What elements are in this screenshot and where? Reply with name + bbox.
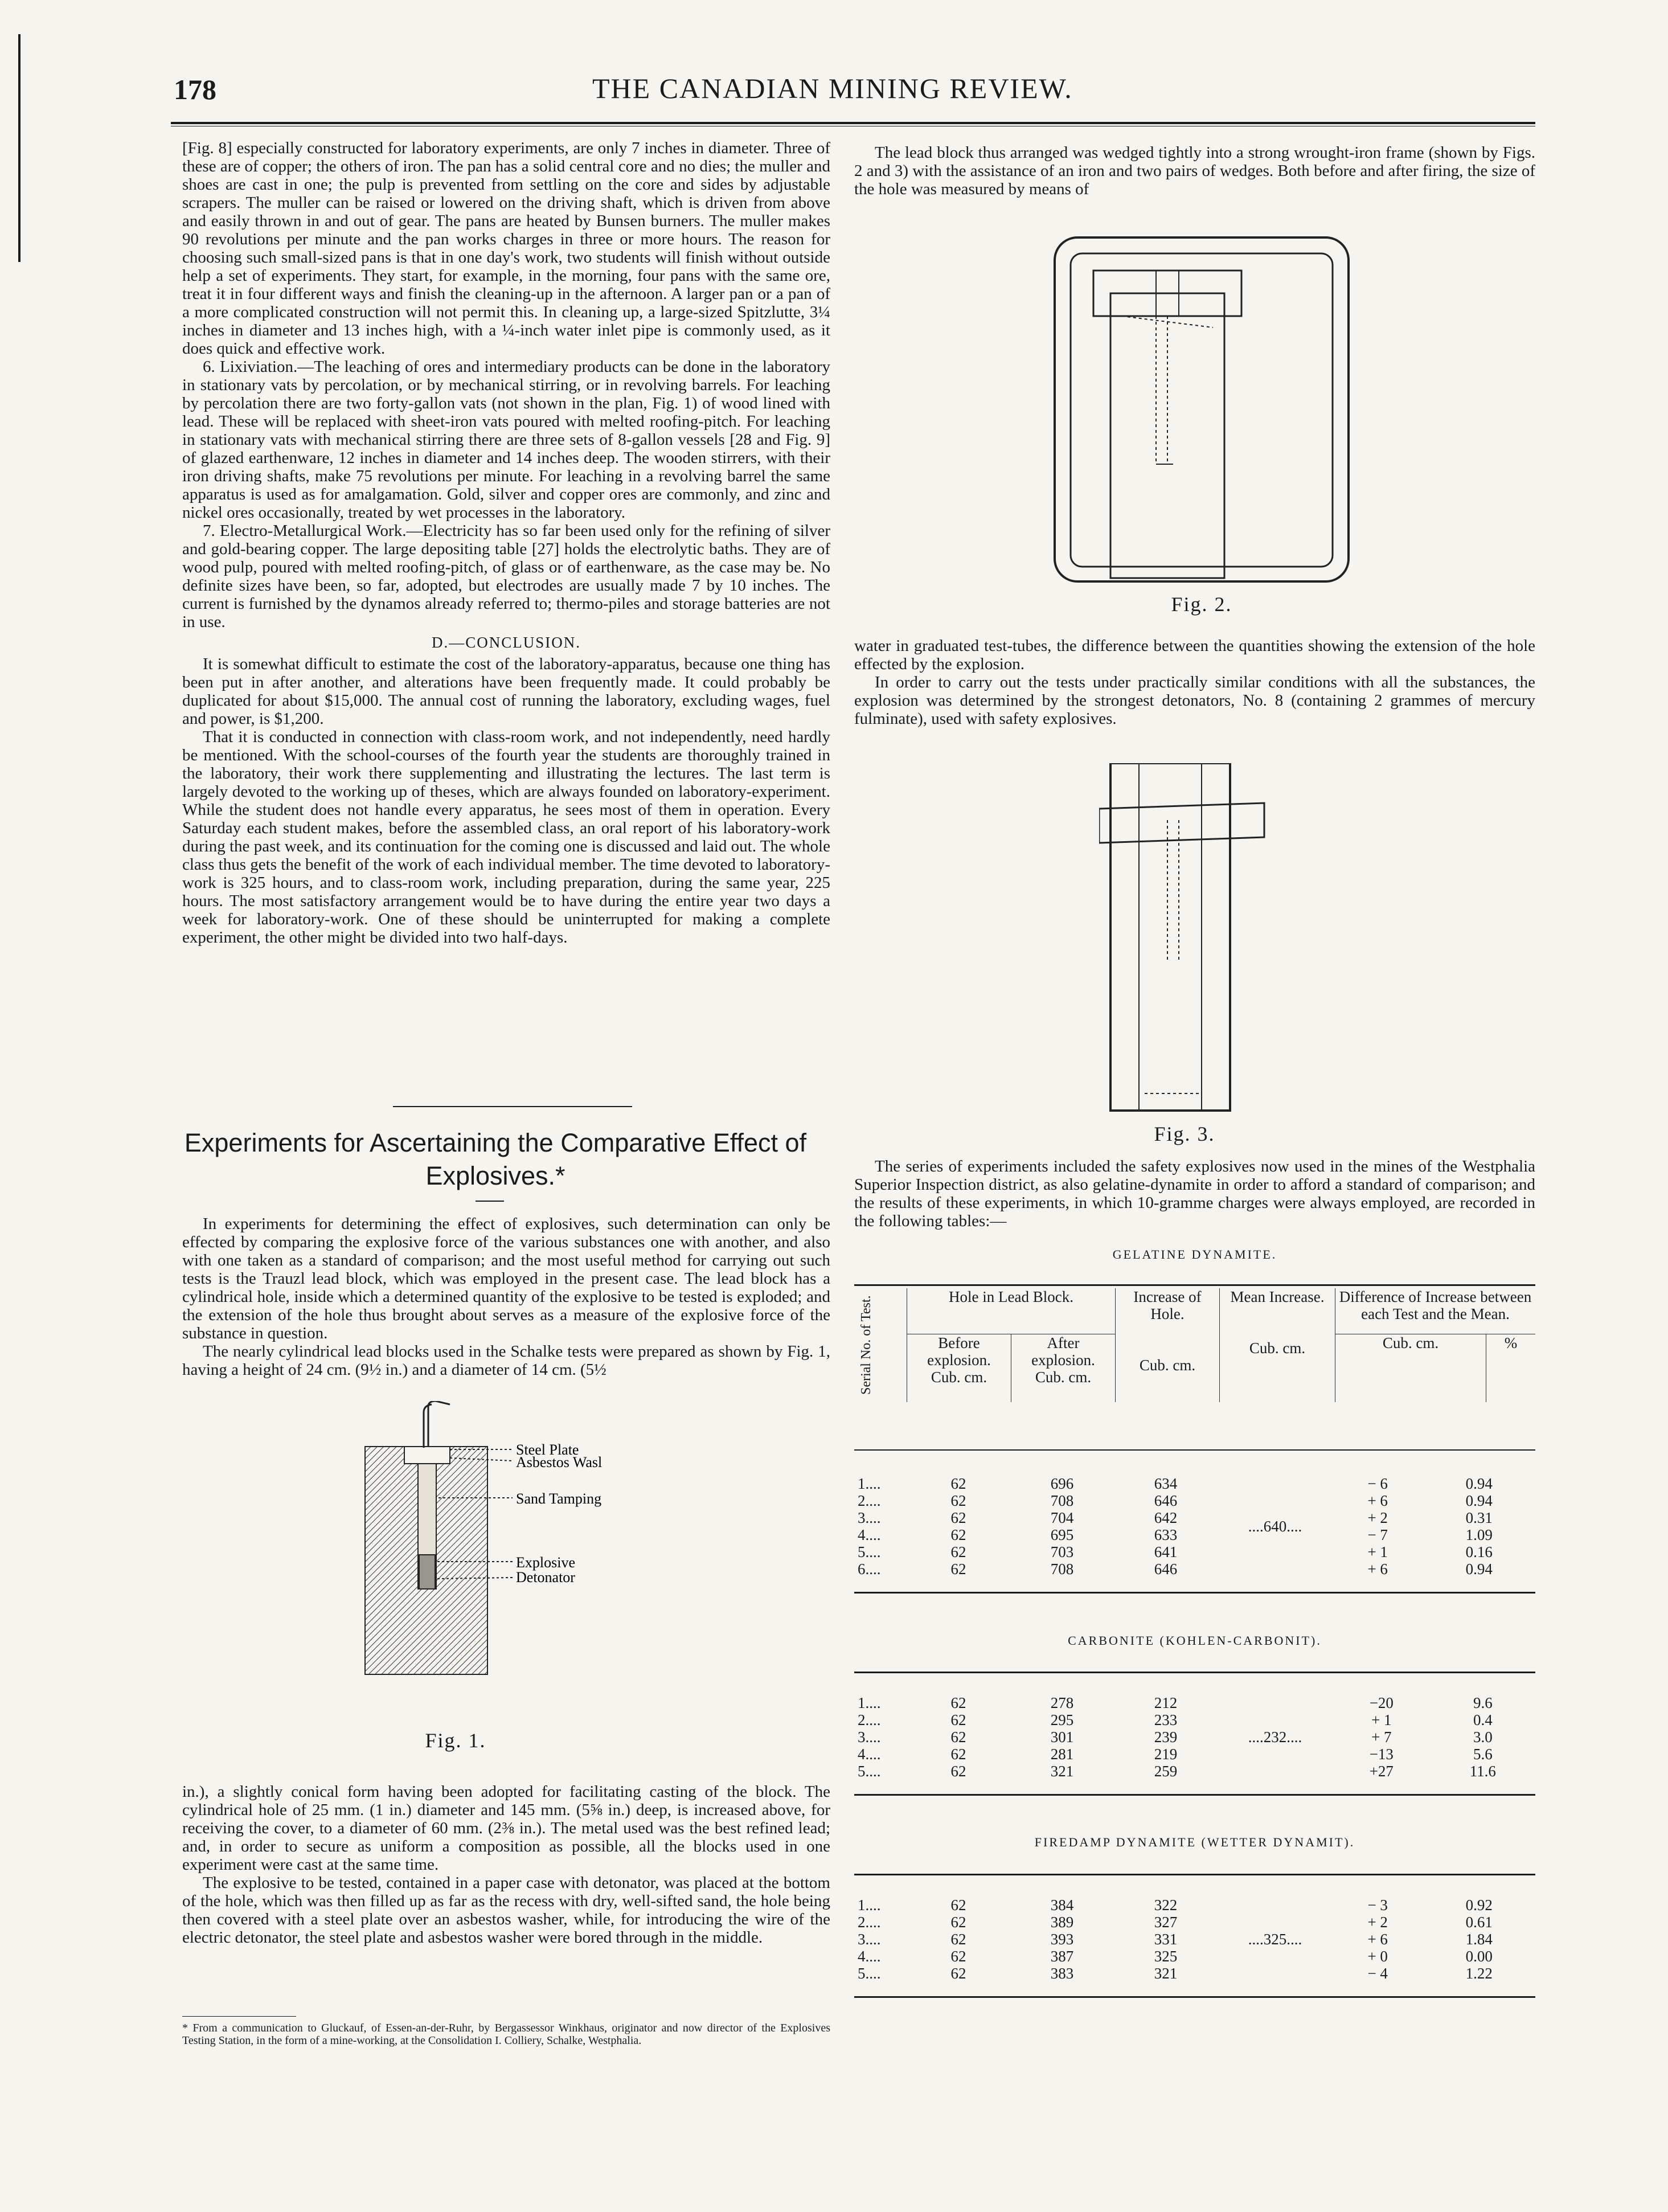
article-title: Experiments for Ascertaining the Comparative Effect of Explosives.*: [184, 1128, 807, 1190]
table-cell: −20: [1369, 1694, 1394, 1711]
col-hole: Hole in Lead Block.: [949, 1288, 1073, 1305]
table-cell: 4....: [858, 1948, 881, 1965]
table-cell: 219: [1154, 1746, 1178, 1763]
article-intro: [182, 1215, 830, 1379]
col-after: After explosion. Cub. cm.: [1031, 1334, 1095, 1386]
table-cell: 62: [950, 1509, 966, 1526]
col-diff: Difference of Increase between each Test and the Mean.: [1339, 1288, 1532, 1322]
table-cell: 62: [950, 1948, 966, 1965]
table-cell: 2....: [858, 1711, 881, 1728]
table-cell: 62: [950, 1896, 966, 1914]
table-row: [854, 1526, 1535, 1543]
col-increase-unit: Cub. cm.: [1139, 1357, 1196, 1374]
table-row: [854, 1965, 1535, 1982]
table-row: [854, 1728, 1535, 1746]
table-cell: +27: [1369, 1763, 1394, 1780]
table-row: [854, 1763, 1535, 1780]
table-cell: 5....: [858, 1763, 881, 1780]
table-cell: 62: [950, 1711, 966, 1728]
table-cell: 327: [1154, 1914, 1178, 1931]
table-cell: 301: [1050, 1728, 1074, 1746]
table-cell: 62: [950, 1914, 966, 1931]
fig1-label-explosive: Explosive: [516, 1554, 575, 1571]
table-row: [854, 1475, 1535, 1492]
table-cell: ....325....: [1248, 1931, 1302, 1948]
col-serial: Serial No. of Test.: [859, 1295, 874, 1395]
figure-2-iron-frame: [1054, 236, 1350, 584]
table-cell: 696: [1050, 1475, 1074, 1492]
table-cell: 331: [1154, 1931, 1178, 1948]
figure-2-caption: Fig. 2.: [1171, 593, 1232, 616]
fig1-label-steel-plate: Steel Plate: [516, 1441, 579, 1458]
table-cell: 708: [1050, 1492, 1074, 1509]
table-row: [854, 1948, 1535, 1965]
table-title-firedamp: FIREDAMP DYNAMITE (WETTER DYNAMIT).: [1034, 1835, 1355, 1849]
table-row: [854, 1711, 1535, 1728]
table-title-carbonite: CARBONITE (KOHLEN-CARBONIT).: [1068, 1633, 1322, 1648]
table-cell: 3....: [858, 1509, 881, 1526]
table-rule: [854, 1672, 1535, 1673]
table-cell: 1....: [858, 1694, 881, 1711]
col-increase: Increase of Hole.: [1133, 1288, 1202, 1322]
table-cell: 322: [1154, 1896, 1178, 1914]
table-row: [854, 1931, 1535, 1948]
figure-1-lead-block: [364, 1401, 683, 1697]
table-cell: 0.94: [1465, 1560, 1493, 1578]
table-cell: 0.16: [1465, 1543, 1493, 1560]
page-number: 178: [174, 73, 216, 105]
table-cell: 384: [1050, 1896, 1074, 1914]
table-cell: 633: [1154, 1526, 1178, 1543]
paragraph: 7. Electro-Metallurgical Work.—Electricity has so far been used only for the refining of silver and gold-bearing copper. The large depositing table [27] holds the electrolytic baths. They are of wood pulp, poured with melted roofing-pitch, of glass or of earthenware, as the case may be. No definite sizes have been, so far, adopted, but electrodes are usually made 7 by 10 inches. The current is furnished by the dynamos already referred to; thermo-piles and storage batteries are not in use.: [182, 522, 830, 631]
table-cell: 4....: [858, 1526, 881, 1543]
table-cell: 11.6: [1469, 1763, 1496, 1780]
table-cell: 703: [1050, 1543, 1074, 1560]
paragraph: The series of experiments included the safety explosives now used in the mines of the Westphalia Superior Inspection district, as also gelatine-dynamite in order to afford a standard of comparison; and the results of these experiments, in which 10-gramme charges were always employed, are recorded in the following tables:—: [854, 1157, 1535, 1230]
paragraph: water in graduated test-tubes, the difference between the quantities showing the extension of the hole effected by the explosion.: [854, 637, 1535, 673]
figure-3-caption: Fig. 3.: [1154, 1123, 1215, 1145]
table-gelatine: [854, 1288, 1535, 1402]
page-title: THE CANADIAN MINING REVIEW.: [592, 72, 1073, 104]
table-cell: 642: [1154, 1509, 1178, 1526]
table-rule: [854, 1284, 1535, 1286]
table-cell: + 2: [1367, 1509, 1388, 1526]
table-cell: 3.0: [1473, 1728, 1493, 1746]
table-cell: 62: [950, 1560, 966, 1578]
table-cell: 62: [950, 1694, 966, 1711]
table-cell: 5.6: [1473, 1746, 1493, 1763]
table-row: [854, 1492, 1535, 1509]
table-cell: 0.94: [1465, 1475, 1493, 1492]
table-row: [854, 1543, 1535, 1560]
table-cell: 0.92: [1465, 1896, 1493, 1914]
paragraph: The explosive to be tested, contained in a paper case with detonator, was placed at the bottom of the hole, which was then filled up as far as the recess with dry, well-sifted sand, the hole being then covered with a steel plate over an asbestos washer, while, for introducing the wire of the electric detonator, the steel plate and asbestos washer were bored through in the middle.: [182, 1874, 830, 1947]
table-cell: 321: [1050, 1763, 1074, 1780]
col-before: Before explosion. Cub. cm.: [927, 1334, 991, 1386]
table-cell: + 1: [1367, 1543, 1388, 1560]
header-rule: [171, 122, 1535, 124]
table-cell: 0.00: [1465, 1948, 1493, 1965]
table-cell: + 1: [1371, 1711, 1392, 1728]
table-cell: 295: [1050, 1711, 1074, 1728]
paragraph: It is somewhat difficult to estimate the cost of the laboratory-apparatus, because one thing has been put in after another, and alterations have been frequently made. It could probably be duplicated for about $15,000. The annual cost of running the laboratory, excluding wages, fuel and power, is $1,200.: [182, 655, 830, 728]
table-firedamp: [854, 1896, 1535, 1982]
paragraph: [Fig. 8] especially constructed for laboratory experiments, are only 7 inches in diameter. Three of these are of copper; the others of iron. The pan has a solid central core and no dies; the muller and shoes are cast in one; the pulp is prevented from settling on the core and sides by adjustable scrapers. The muller can be raised or lowered on the driving shaft, which is driven from above and easily thrown in and out of gear. The pans are heated by Bunsen burners. The muller makes 90 revolutions per minute and the pan works charges in three or more hours. The reason for choosing such small-sized pans is that in one day's work, two students will finish without outside help a set of experiments. They start, for example, in the morning, four pans with the same ore, treat it in four different ways and finish the cleaning-up in the afternoon. A larger pan or a pan of a more complicated construction will not permit this. In cleaning up, a large-sized Spitzlutte, 3¼ inches in diameter and 13 inches high, with a ¼-inch water inlet pipe is commonly used, as it does quick and effective work.: [182, 139, 830, 358]
table-cell: 1....: [858, 1475, 881, 1492]
table-cell: 641: [1154, 1543, 1178, 1560]
table-cell: 212: [1154, 1694, 1178, 1711]
table-cell: 281: [1050, 1746, 1074, 1763]
table-cell: 0.4: [1473, 1711, 1493, 1728]
table-cell: 383: [1050, 1965, 1074, 1982]
table-cell: + 7: [1371, 1728, 1392, 1746]
right-column-top: [854, 144, 1535, 198]
right-column-mid: [854, 637, 1535, 728]
table-cell: 1.84: [1465, 1931, 1493, 1948]
table-rule: [854, 1874, 1535, 1875]
table-cell: −13: [1369, 1746, 1394, 1763]
table-row: [854, 1896, 1535, 1914]
table-cell: 6....: [858, 1560, 881, 1578]
table-cell: 62: [950, 1526, 966, 1543]
table-cell: − 6: [1367, 1475, 1388, 1492]
table-cell: 1....: [858, 1896, 881, 1914]
table-cell: 704: [1050, 1509, 1074, 1526]
footnote-rule: [182, 2016, 296, 2017]
section-heading: D.—CONCLUSION.: [431, 634, 581, 651]
table-cell: 62: [950, 1475, 966, 1492]
table-cell: 62: [950, 1543, 966, 1560]
right-column-intro: [854, 1157, 1535, 1230]
table-cell: 1.09: [1465, 1526, 1493, 1543]
table-cell: + 6: [1367, 1931, 1388, 1948]
table-rule: [854, 1996, 1535, 1998]
table-cell: 259: [1154, 1763, 1178, 1780]
table-cell: 0.31: [1465, 1509, 1493, 1526]
table-cell: 5....: [858, 1543, 881, 1560]
table-cell: 3....: [858, 1728, 881, 1746]
table-header-row: [854, 1288, 1535, 1334]
table-cell: 708: [1050, 1560, 1074, 1578]
figure-3-iron-frame: [1099, 763, 1270, 1116]
paragraph: In experiments for determining the effect of explosives, such determination can only be effected by comparing the explosive force of the various substances one with another, and also with one taken as a standard of comparison; and the most useful method for carrying out such tests is the Trauzl lead block, which was employed in the present case. The lead block has a cylindrical hole, inside which a determined quantity of the explosive to be tested is exploded; and the extension of the hole thus brought about serves as a measure of the explosive force of the substance in question.: [182, 1215, 830, 1342]
table-row: [854, 1560, 1535, 1578]
table-cell: + 6: [1367, 1492, 1388, 1509]
table-cell: 325: [1154, 1948, 1178, 1965]
table-rule: [854, 1449, 1535, 1451]
table-cell: 62: [950, 1728, 966, 1746]
table-cell: 3....: [858, 1931, 881, 1948]
paragraph: In order to carry out the tests under practically similar conditions with all the substances, the explosion was determined by the strongest detonators, No. 8 (containing 2 grammes of mercury fulminate), used with safety explosives.: [854, 673, 1535, 728]
paragraph: The lead block thus arranged was wedged tightly into a strong wrought-iron frame (shown by Figs. 2 and 3) with the assistance of an iron and two pairs of wedges. Both before and after firing, the size of the hole was measured by means of: [854, 144, 1535, 198]
paragraph: The nearly cylindrical lead blocks used in the Schalke tests were prepared as shown by Fig. 1, having a height of 24 cm. (9½ in.) and a diameter of 14 cm. (5½: [182, 1342, 830, 1379]
col-mean-unit: Cub. cm.: [1249, 1340, 1306, 1357]
table-cell: ....640....: [1248, 1518, 1302, 1535]
table-cell: 0.94: [1465, 1492, 1493, 1509]
table-cell: 4....: [858, 1746, 881, 1763]
table-carbonite: [854, 1694, 1535, 1780]
table-cell: 634: [1154, 1475, 1178, 1492]
table-cell: 62: [950, 1931, 966, 1948]
article-divider: [393, 1106, 632, 1107]
table-row: [854, 1746, 1535, 1763]
margin-line: [18, 34, 21, 262]
table-cell: 233: [1154, 1711, 1178, 1728]
table-cell: 9.6: [1473, 1694, 1493, 1711]
table-cell: 393: [1050, 1931, 1074, 1948]
table-row: [854, 1509, 1535, 1526]
figure-1-caption: Fig. 1.: [425, 1729, 486, 1752]
paragraph: in.), a slightly conical form having been adopted for facilitating casting of the block. The cylindrical hole of 25 mm. (1 in.) diameter and 145 mm. (5⅝ in.) deep, is increased above, for receiving the cover, to a diameter of 60 mm. (2⅜ in.). The metal used was the best refined lead; and, in order to secure as uniform a composition as possible, all the blocks used in one experiment were cast at the same time.: [182, 1783, 830, 1874]
table-cell: 695: [1050, 1526, 1074, 1543]
table-cell: 278: [1050, 1694, 1074, 1711]
table-cell: + 0: [1367, 1948, 1388, 1965]
table-cell: 62: [950, 1746, 966, 1763]
col-pct: %: [1504, 1334, 1518, 1351]
table-cell: − 4: [1367, 1965, 1388, 1982]
table-rule: [854, 1794, 1535, 1796]
table-gelatine-body: [854, 1475, 1535, 1578]
paragraph: 6. Lixiviation.—The leaching of ores and intermediary products can be done in the laboratory in stationary vats by percolation, or by mechanical stirring, or in revolving barrels. For leaching by percolation there are two forty-gallon vats (not shown in the plan, Fig. 1) of wood lined with lead. These will be replaced with sheet-iron vats poured with melted roofing-pitch. For leaching in stationary vats with mechanical stirring there are three sets of 8-gallon vessels [28 and Fig. 9] of glazed earthenware, 12 inches in diameter and 14 inches deep. The wooden stirrers, with their iron driving shafts, make 75 revolutions per minute. For leaching in a revolving barrel the same apparatus is used as for amalgamation. Gold, silver and copper ores are commonly, and zinc and nickel ores occasionally, treated by wet processes in the laboratory.: [182, 358, 830, 522]
table-cell: 387: [1050, 1948, 1074, 1965]
table-cell: + 6: [1367, 1560, 1388, 1578]
table-cell: + 2: [1367, 1914, 1388, 1931]
table-cell: 321: [1154, 1965, 1178, 1982]
left-column: [182, 139, 830, 947]
table-cell: 2....: [858, 1914, 881, 1931]
table-cell: 1.22: [1465, 1965, 1493, 1982]
table-cell: 646: [1154, 1560, 1178, 1578]
paragraph: That it is conducted in connection with class-room work, and not independently, need hardly be mentioned. With the school-courses of the fourth year the students are thoroughly trained in the laboratory, their work there supplementing and illustrating the lectures. The last term is largely devoted to the working up of theses, which are always founded on laboratory-experiment. While the student does not handle every apparatus, he sees most of them in operation. Every Saturday each student makes, before the assembled class, an oral report of his laboratory-work during the past week, and its continuation for the coming one is discussed and laid out. The whole class thus gets the benefit of the work of each individual member. The time devoted to laboratory-work is 325 hours, and to class-room work, including preparation, during the same year, 225 hours. The most satisfactory arrangement would be to have during the entire year two days a week for laboratory-work. One of these should be uninterrupted for making a complete experiment, the other might be divided into two half-days.: [182, 728, 830, 947]
fig1-label-sand: Sand Tamping: [516, 1490, 602, 1507]
table-row: [854, 1694, 1535, 1711]
col-mean: Mean Increase.: [1230, 1288, 1325, 1305]
table-rule: [854, 1592, 1535, 1594]
footnote: * From a communication to Gluckauf, of Essen-an-der-Ruhr, by Bergassessor Winkhaus, originator and now director of the Explosives Testing Station, in the form of a mine-working, at the Consolidation I. Colliery, Schalke, Westphalia.: [182, 2022, 830, 2047]
fig1-label-detonator: Detonator: [516, 1569, 575, 1586]
table-cell: ....232....: [1248, 1728, 1302, 1746]
table-cell: − 7: [1367, 1526, 1388, 1543]
article-body: [182, 1783, 830, 1947]
title-dash: [476, 1201, 504, 1202]
table-cell: 5....: [858, 1965, 881, 1982]
table-cell: 389: [1050, 1914, 1074, 1931]
table-cell: − 3: [1367, 1896, 1388, 1914]
table-cell: 62: [950, 1763, 966, 1780]
table-cell: 62: [950, 1965, 966, 1982]
fig1-label-asbestos: Asbestos Wasl: [516, 1454, 603, 1470]
table-cell: 239: [1154, 1728, 1178, 1746]
table-cell: 2....: [858, 1492, 881, 1509]
table-cell: 646: [1154, 1492, 1178, 1509]
table-cell: 0.61: [1465, 1914, 1493, 1931]
table-title-gelatine: GELATINE DYNAMITE.: [1112, 1247, 1277, 1261]
table-cell: 62: [950, 1492, 966, 1509]
col-diff-unit: Cub. cm.: [1382, 1334, 1439, 1351]
table-row: [854, 1914, 1535, 1931]
